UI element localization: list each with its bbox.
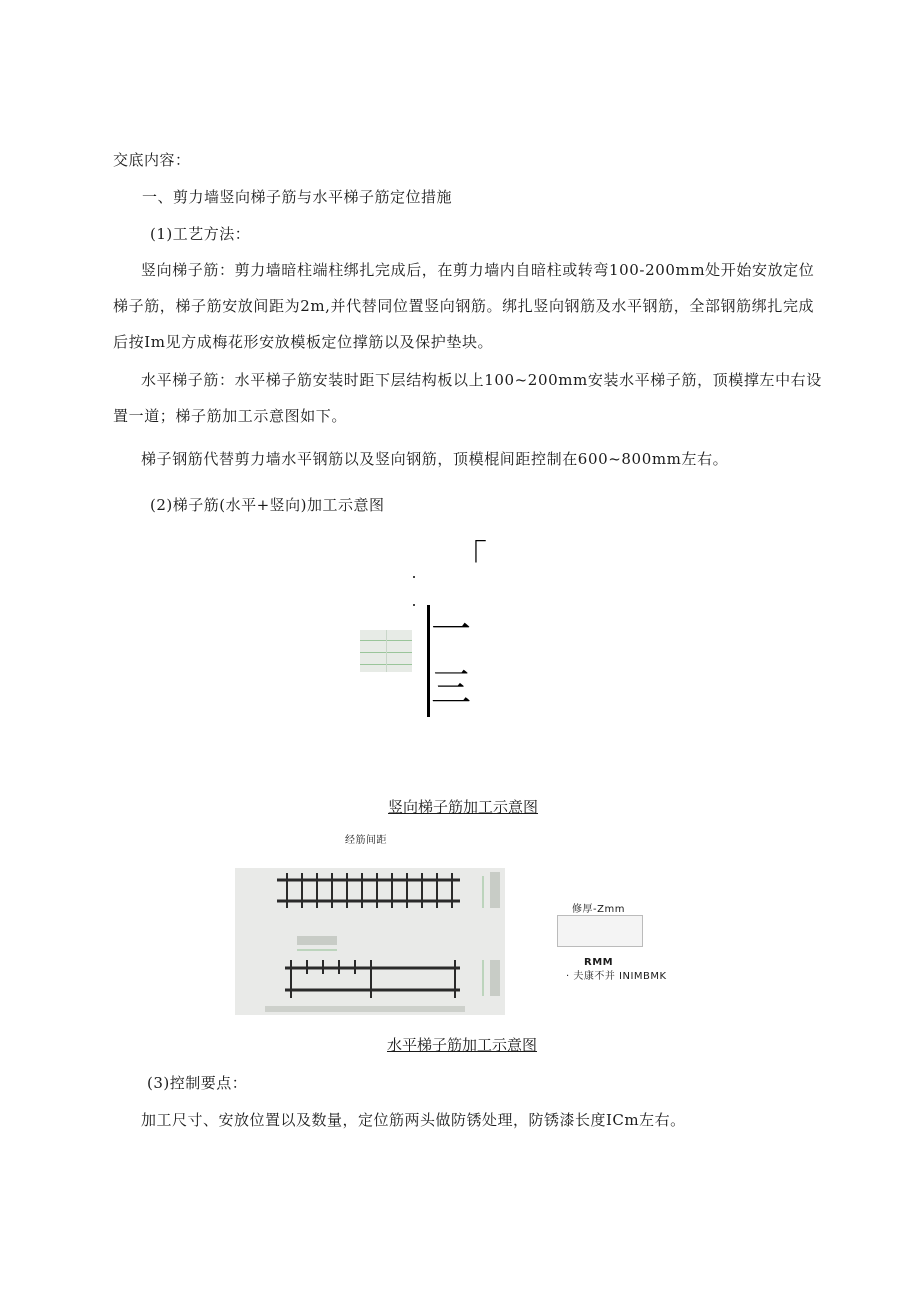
- horizontal-ladder-figure: [235, 868, 505, 1015]
- para-vertical-ladder: 竖向梯子筋：剪力墙暗柱端柱绑扎完成后，在剪力墙内自暗柱或转弯100-200mm处开始安放定位梯子筋，梯子筋安放间距为2m,并代替同位置竖向钢筋。绑扎竖向钢筋及水平钢筋，全部钢筋绑扎完成后按Im见方成梅花形安放模板定位撑筋以及保护垫块。: [113, 261, 815, 351]
- three-glyph: 三: [431, 665, 471, 711]
- caption-horizontal-figure: 水平梯子筋加工示意图: [387, 1036, 538, 1054]
- intro-text: 交底内容：: [113, 151, 191, 169]
- para-control: 加工尺寸、安放位置以及数量，定位筋两头做防锈处理，防锈漆长度ICm左右。: [141, 1111, 686, 1129]
- fig-side-label-formula: · 夫康不并 INIMBMK: [566, 971, 667, 982]
- horizontal-ladder-drawing: [235, 868, 505, 1015]
- thickness-box: [557, 915, 643, 947]
- bracket-glyph: 「: [453, 538, 487, 578]
- fig-side-label-rmm: RMM: [584, 957, 614, 968]
- sub1-heading: (1)工艺方法：: [150, 225, 251, 243]
- para-horizontal-ladder: 水平梯子筋：水平梯子筋安装时距下层结构板以上100~200mm安装水平梯子筋，顶模撑左中右设置一道；梯子筋加工示意图如下。: [113, 371, 822, 425]
- vertical-bar: [427, 605, 430, 717]
- fig-top-label: 经筋间距: [345, 835, 387, 846]
- dot-mark: [413, 576, 415, 578]
- vertical-ladder-figure: [355, 540, 485, 725]
- fig-side-label-thickness: 修厚-Zmm: [572, 904, 625, 915]
- dot-mark: [413, 604, 415, 606]
- sub2-heading: (2)梯子筋(水平+竖向)加工示意图: [150, 496, 385, 514]
- one-glyph: 一: [431, 607, 471, 653]
- small-ladder-thumbnail: [360, 630, 412, 672]
- para-replace: 梯子钢筋代替剪力墙水平钢筋以及竖向钢筋，顶模棍间距控制在600~800mm左右。: [141, 450, 729, 468]
- section1-title: 一、剪力墙竖向梯子筋与水平梯子筋定位措施: [142, 188, 453, 206]
- sub3-heading: (3)控制要点：: [147, 1074, 248, 1092]
- caption-vertical-figure: 竖向梯子筋加工示意图: [388, 798, 539, 816]
